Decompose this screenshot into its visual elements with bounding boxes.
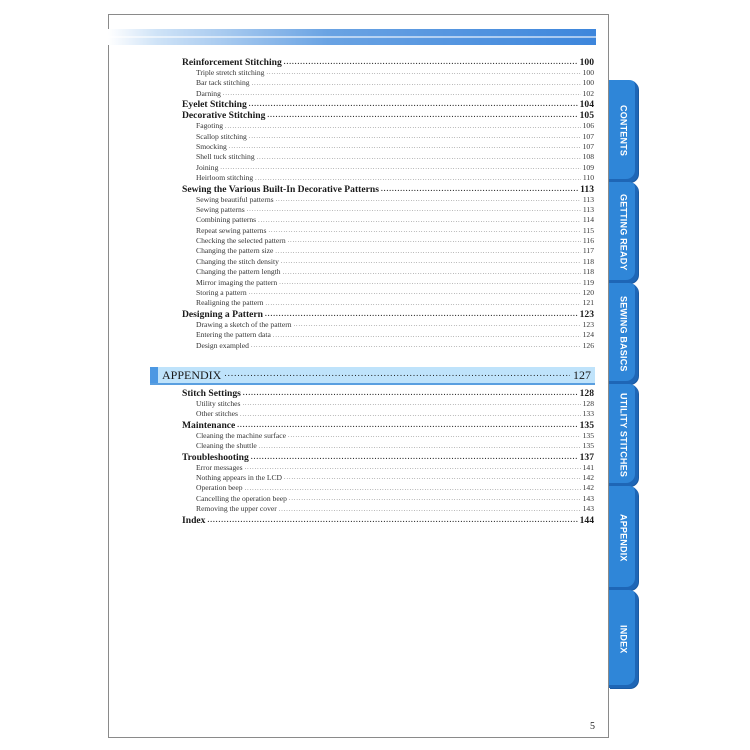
leader-dots (224, 369, 570, 378)
toc-entry-title: Sewing the Various Built-In Decorative Patterns (182, 183, 379, 195)
tab-appendix-label: APPENDIX (618, 514, 629, 562)
leader-dots (289, 496, 581, 502)
leader-dots (245, 465, 581, 471)
toc-section-entry[interactable] (182, 57, 594, 68)
toc-entry-title: Error messages (196, 462, 243, 472)
toc-entry-page: 102 (582, 88, 594, 98)
leader-dots (220, 165, 580, 171)
toc-section-entry[interactable] (182, 99, 594, 110)
leader-dots (247, 207, 581, 213)
leader-dots (288, 238, 581, 244)
toc-entry-page: 100 (582, 78, 594, 88)
toc-entry-title: Repeat sewing patterns (196, 225, 267, 235)
toc-section-entry[interactable] (182, 110, 594, 121)
toc-subsection-entry[interactable] (182, 473, 594, 483)
leader-dots (207, 517, 577, 524)
toc-entry-title: Entering the pattern data (196, 330, 271, 340)
leader-dots (240, 412, 581, 418)
leader-dots (273, 333, 581, 339)
toc-entry-page: 124 (582, 330, 594, 340)
toc-list-part2 (182, 388, 594, 526)
toc-entry-title: Nothing appears in the LCD (196, 472, 283, 482)
toc-entry-title: Changing the pattern length (196, 267, 281, 277)
tab-contents[interactable] (609, 80, 638, 182)
toc-entry-page: 123 (579, 308, 594, 320)
tab-utility-stitches[interactable] (609, 384, 638, 486)
toc-subsection-entry[interactable] (182, 173, 594, 183)
toc-subsection-entry[interactable] (182, 341, 594, 351)
toc-entry-title: Smocking (196, 141, 227, 151)
tab-index-label: INDEX (618, 624, 629, 654)
toc-subsection-entry[interactable] (182, 399, 594, 409)
toc-list-part1 (182, 57, 594, 351)
toc-entry-page: 100 (582, 67, 594, 77)
leader-dots (275, 249, 580, 255)
toc-subsection-entry[interactable] (182, 298, 594, 308)
toc-entry-page: 144 (579, 514, 594, 526)
toc-section-entry[interactable] (182, 184, 594, 195)
leader-dots (252, 81, 581, 87)
toc-entry-page: 142 (582, 472, 594, 482)
tab-appendix[interactable] (609, 486, 638, 590)
tab-sewing-basics[interactable] (609, 283, 638, 384)
toc-entry-title: Troubleshooting (182, 451, 249, 463)
toc-entry-page: 135 (582, 430, 594, 440)
toc-entry-title: Checking the selected pattern (196, 236, 286, 246)
toc-subsection-entry[interactable] (182, 195, 594, 205)
leader-dots (276, 197, 581, 203)
toc-subsection-entry[interactable] (182, 267, 594, 277)
toc-subsection-entry[interactable] (182, 288, 594, 298)
header-gradient-bar (108, 29, 596, 45)
toc-entry-title: Design exampled (196, 340, 249, 350)
toc-entry-title: Cancelling the operation beep (196, 493, 287, 503)
toc-subsection-entry[interactable] (182, 89, 594, 99)
leader-dots (381, 186, 578, 193)
leader-dots (258, 218, 581, 224)
leader-dots (284, 475, 581, 481)
toc-entry-title: Darning (196, 88, 221, 98)
toc-entry-title: Shell tuck stitching (196, 152, 255, 162)
toc-entry-page: 110 (582, 173, 594, 183)
toc-entry-page: 142 (582, 483, 594, 493)
toc-subsection-entry[interactable] (182, 409, 594, 419)
leader-dots (284, 59, 578, 66)
toc-entry-title: Other stitches (196, 409, 238, 419)
toc-entry-title: Combining patterns (196, 215, 257, 225)
toc-entry-page: 104 (579, 99, 594, 111)
toc-entry-page: 126 (582, 340, 594, 350)
leader-dots (267, 112, 577, 119)
toc-entry-title: Utility stitches (196, 398, 241, 408)
tab-getting-ready-label: GETTING READY (618, 194, 629, 271)
toc-entry-page: 133 (582, 409, 594, 419)
toc-entry-title: Index (182, 514, 206, 526)
toc-entry-title: Cleaning the shuttle (196, 441, 257, 451)
toc-subsection-entry[interactable] (182, 494, 594, 504)
leader-dots (251, 343, 581, 349)
toc-entry-title: Bar tack stitching (196, 78, 250, 88)
toc-entry-title: Sewing patterns (196, 204, 245, 214)
leader-dots (237, 422, 577, 429)
tab-sewing-basics-label: SEWING BASICS (618, 295, 629, 372)
tab-contents-label: CONTENTS (618, 105, 629, 157)
toc-entry-title: Maintenance (182, 419, 236, 431)
toc-entry-title: Operation beep (196, 483, 243, 493)
tab-utility-stitches-label: UTILITY STITCHES (618, 392, 629, 478)
appendix-heading[interactable] (150, 367, 595, 385)
toc-entry-page: 113 (582, 194, 594, 204)
toc-entry-page: 143 (582, 493, 594, 503)
toc-subsection-entry[interactable] (182, 441, 594, 451)
leader-dots (268, 228, 580, 234)
toc-entry-page: 143 (582, 504, 594, 514)
toc-section-entry[interactable] (182, 420, 594, 431)
toc-subsection-entry[interactable] (182, 68, 594, 78)
toc-entry-title: Mirror imaging the pattern (196, 277, 278, 287)
toc-entry-title: Sewing beautiful patterns (196, 194, 274, 204)
toc-entry-page: 135 (579, 419, 594, 431)
toc-entry-title: Cleaning the machine surface (196, 430, 287, 440)
leader-dots (281, 259, 581, 265)
toc-entry-page: 114 (582, 215, 594, 225)
leader-dots (288, 433, 581, 439)
leader-dots (279, 507, 581, 513)
leader-dots (257, 155, 581, 161)
toc-entry-title: Eyelet Stitching (182, 99, 247, 111)
leader-dots (249, 290, 581, 296)
toc-subsection-entry[interactable] (182, 121, 594, 131)
toc-entry-title: Heirloom stitching (196, 173, 254, 183)
toc-entry-page: 113 (582, 204, 594, 214)
toc-entry-title: Joining (196, 162, 219, 172)
toc-subsection-entry[interactable] (182, 320, 594, 330)
toc-subsection-entry[interactable] (182, 236, 594, 246)
page-number: 5 (590, 721, 595, 732)
toc-entry-title: Changing the pattern size (196, 246, 274, 256)
toc-entry-title: Scallop stitching (196, 131, 247, 141)
toc-entry-title: Stitch Settings (182, 388, 241, 399)
toc-subsection-entry[interactable] (182, 152, 594, 162)
toc-subsection-entry[interactable] (182, 246, 594, 256)
toc-entry-page: 100 (579, 57, 594, 68)
leader-dots (255, 176, 581, 182)
toc-subsection-entry[interactable] (182, 163, 594, 173)
toc-entry-page: 123 (582, 319, 594, 329)
leader-dots (249, 134, 581, 140)
tab-index[interactable] (609, 590, 638, 688)
toc-subsection-entry[interactable] (182, 330, 594, 340)
toc-entry-page: 128 (579, 388, 594, 399)
toc-entry-page: 118 (582, 256, 594, 266)
toc-subsection-entry[interactable] (182, 142, 594, 152)
toc-entry-page: 135 (582, 441, 594, 451)
toc-subsection-entry[interactable] (182, 226, 594, 236)
toc-subsection-entry[interactable] (182, 483, 594, 493)
toc-entry-page: 107 (582, 141, 594, 151)
appendix-title: APPENDIX (162, 367, 222, 382)
toc-entry-page: 109 (582, 162, 594, 172)
toc-entry-page: 128 (582, 398, 594, 408)
toc-entry-title: Decorative Stitching (182, 110, 266, 122)
leader-dots (265, 311, 578, 318)
toc-entry-title: Removing the upper cover (196, 504, 277, 514)
toc-subsection-entry[interactable] (182, 78, 594, 88)
leader-dots (251, 454, 578, 461)
leader-dots (223, 91, 581, 97)
toc-entry-page: 115 (582, 225, 594, 235)
toc-section-entry[interactable] (182, 388, 594, 399)
toc-entry-title: Drawing a sketch of the pattern (196, 319, 292, 329)
toc-section-entry[interactable] (182, 309, 594, 320)
toc-entry-title: Fagoting (196, 121, 224, 131)
toc-entry-page: 137 (579, 451, 594, 463)
leader-dots (294, 322, 581, 328)
toc-subsection-entry[interactable] (182, 431, 594, 441)
toc-entry-page: 118 (582, 267, 594, 277)
toc-entry-page: 141 (582, 462, 594, 472)
toc-entry-title: Storing a pattern (196, 288, 247, 298)
appendix-page: 127 (573, 367, 591, 382)
toc-subsection-entry[interactable] (182, 278, 594, 288)
toc-entry-page: 105 (579, 110, 594, 122)
leader-dots (265, 301, 580, 307)
leader-dots (225, 124, 581, 130)
leader-dots (249, 101, 578, 108)
toc-subsection-entry[interactable] (182, 132, 594, 142)
toc-entry-page: 121 (582, 298, 594, 308)
toc-entry-page: 120 (582, 288, 594, 298)
toc-entry-page: 107 (582, 131, 594, 141)
leader-dots (243, 390, 578, 397)
toc-subsection-entry[interactable] (182, 205, 594, 215)
toc-entry-page: 117 (582, 246, 594, 256)
leader-dots (229, 144, 581, 150)
toc-entry-title: Designing a Pattern (182, 308, 264, 320)
toc-entry-title: Realigning the pattern (196, 298, 264, 308)
leader-dots (283, 270, 581, 276)
leader-dots (259, 444, 581, 450)
toc-subsection-entry[interactable] (182, 504, 594, 514)
toc-subsection-entry[interactable] (182, 463, 594, 473)
toc-entry-page: 119 (582, 277, 594, 287)
toc-section-entry[interactable] (182, 515, 594, 526)
toc-entry-page: 108 (582, 152, 594, 162)
toc-entry-page: 116 (582, 236, 594, 246)
leader-dots (245, 486, 581, 492)
toc-entry-page: 113 (580, 183, 594, 195)
tab-getting-ready[interactable] (609, 182, 638, 283)
toc-entry-page: 106 (582, 121, 594, 131)
toc-entry-title: Changing the stitch density (196, 256, 279, 266)
toc-subsection-entry[interactable] (182, 257, 594, 267)
toc-subsection-entry[interactable] (182, 215, 594, 225)
toc-entry-title: Triple stretch stitching (196, 67, 265, 77)
toc-entry-title: Reinforcement Stitching (182, 57, 282, 68)
leader-dots (279, 280, 581, 286)
leader-dots (243, 401, 581, 407)
leader-dots (266, 70, 580, 76)
toc-section-entry[interactable] (182, 452, 594, 463)
